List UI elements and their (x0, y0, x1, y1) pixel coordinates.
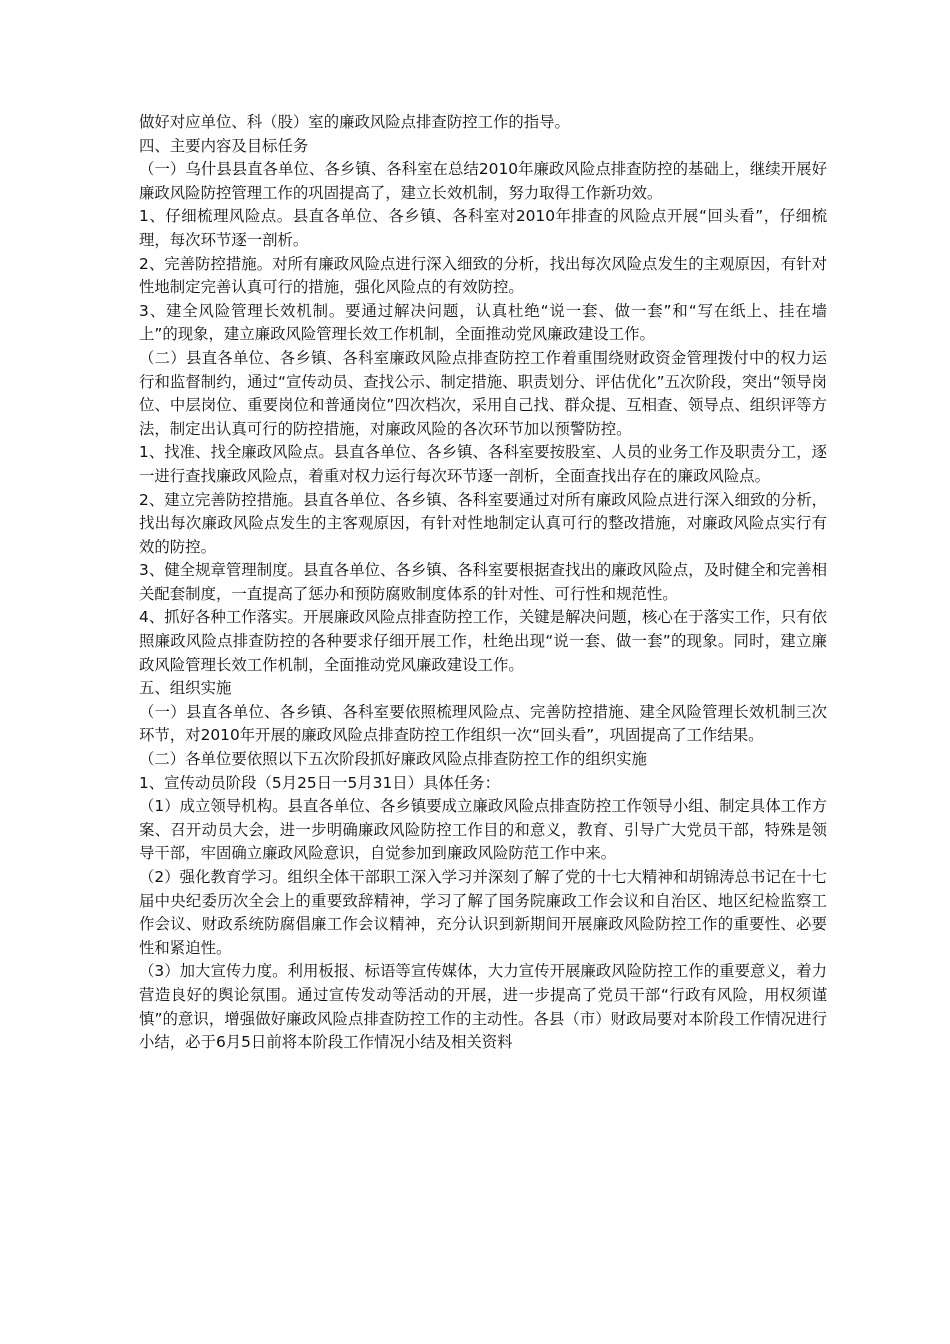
paragraph-5-2-1-b: （2）强化教育学习。组织全体干部职工深入学习并深刻了解了党的十七大精神和胡锦涛总书记在十七届中央纪委历次全会上的重要致辞精神，学习了解了国务院廉政工作会议和自治区、地区纪检监察工作会议、财政系统防腐倡廉工作会议精神，充分认识到新期间开展廉政风险防控工作的重要性、必要性和紧迫性。 (139, 868, 827, 957)
paragraph-5-2-1-c: （3）加大宣传力度。利用板报、标语等宣传媒体，大力宣传开展廉政风险防控工作的重要意义，着力营造良好的舆论氛围。通过宣传发动等活动的开展，进一步提高了党员干部“行政有风险，用权须谨慎”的意识，增强做好廉政风险点排查防控工作的主动性。各县（市）财政局要对本阶段工作情况进行小结，必于6月5日前将本阶段工作情况小结及相关资料 (139, 962, 827, 1052)
paragraph-4-2-1: 1、找准、找全廉政风险点。县直各单位、各乡镇、各科室要按股室、人员的业务工作及职责分工，逐一进行查找廉政风险点，着重对权力运行每次环节逐一剖析，全面查找出存在的廉政风险点。 (139, 443, 827, 485)
paragraph-4-1-1: 1、仔细梳理风险点。县直各单位、各乡镇、各科室对2010年排查的风险点开展“回头看”，仔细梳理，每次环节逐一剖析。 (139, 207, 827, 249)
section-heading-4: 四、主要内容及目标任务 (139, 136, 309, 155)
paragraph-5-1: （一）县直各单位、各乡镇、各科室要依照梳理风险点、完善防控措施、建全风险管理长效机制三次环节，对2010年开展的廉政风险点排查防控工作组织一次“回头看”，巩固提高了工作结果。 (139, 702, 827, 745)
paragraph-4-1-2: 2、完善防控措施。对所有廉政风险点进行深入细致的分析，找出每次风险点发生的主观原因，有针对性地制定完善认真可行的措施，强化风险点的有效防控。 (139, 254, 827, 297)
section-heading-5: 五、组织实施 (139, 679, 232, 698)
paragraph-5-2-1: 1、宣传动员阶段（5月25日一5月31日）具体任务： (139, 773, 500, 792)
paragraph-5-2-1-a: （1）成立领导机构。县直各单位、各乡镇要成立廉政风险点排查防控工作领导小组、制定具体工作方案、召开动员大会，进一步明确廉政风险防控工作目的和意义，教育、引导广大党员干部，特殊是领导干部，牢固确立廉政风险意识，自觉参加到廉政风险防范工作中来。 (139, 797, 827, 863)
paragraph-5-2: （二）各单位要依照以下五次阶段抓好廉政风险点排查防控工作的组织实施 (139, 750, 647, 769)
paragraph-4-2-3: 3、健全规章管理制度。县直各单位、各乡镇、各科室要根据查找出的廉政风险点，及时健全和完善相关配套制度，一直提高了惩办和预防腐败制度体系的针对性、可行性和规范性。 (139, 561, 827, 603)
paragraph-4-1: （一）乌什县县直各单位、各乡镇、各科室在总结2010年廉政风险点排查防控的基础上，继续开展好廉政风险防控管理工作的巩固提高了，建立长效机制，努力取得工作新功效。 (139, 160, 827, 202)
document-page (139, 111, 827, 1055)
paragraph-4-1-3: 3、建全风险管理长效机制。要通过解决问题，认真杜绝“说一套、做一套”和“写在纸上、挂在墙上”的现象，建立廉政风险管理长效工作机制，全面推动党风廉政建设工作。 (139, 301, 827, 344)
paragraph-4-2-2: 2、建立完善防控措施。县直各单位、各乡镇、各科室要通过对所有廉政风险点进行深入细致的分析，找出每次廉政风险点发生的主客观原因，有针对性地制定认真可行的整改措施，对廉政风险点实行有效的防控。 (139, 490, 827, 556)
paragraph-4-2: （二）县直各单位、各乡镇、各科室廉政风险点排查防控工作着重围绕财政资金管理拨付中的权力运行和监督制约，通过“宣传动员、查找公示、制定措施、职责划分、评估优化”五次阶段，突出“领导岗位、中层岗位、重要岗位和普通岗位”四次档次，采用自己找、群众提、互相查、领导点、组织评等方法，制定出认真可行的防控措施，对廉政风险的各次环节加以预警防控。 (139, 348, 827, 438)
paragraph-intro: 做好对应单位、科（股）室的廉政风险点排查防控工作的指导。 (139, 113, 570, 131)
paragraph-4-2-4: 4、抓好各种工作落实。开展廉政风险点排查防控工作，关键是解决问题，核心在于落实工作，只有依照廉政风险点排查防控的各种要求仔细开展工作，杜绝出现“说一套、做一套”的现象。同时，建立廉政风险管理长效工作机制，全面推动党风廉政建设工作。 (139, 608, 827, 674)
